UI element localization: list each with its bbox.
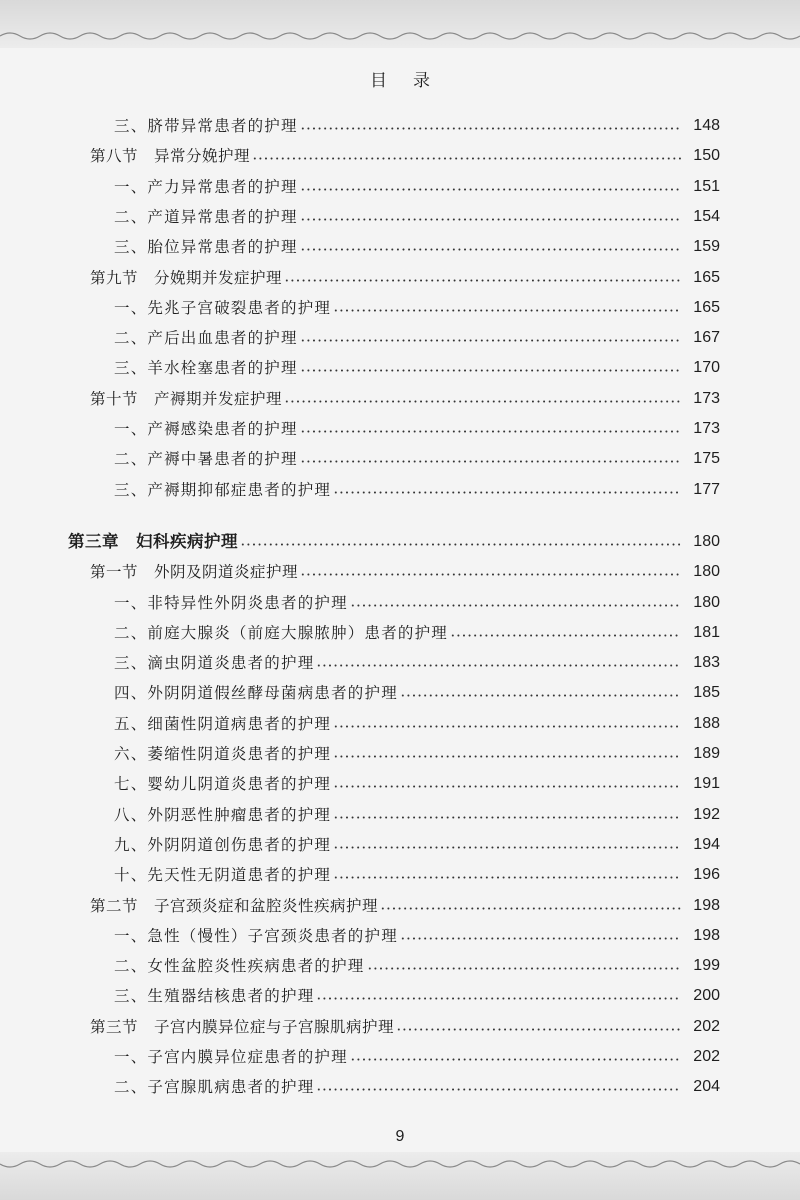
toc-entry-chapter[interactable] (0, 527, 800, 557)
toc-entry-page-number: 198 (693, 896, 720, 914)
toc-entry-title: 三、滴虫阴道炎患者的护理 (114, 654, 315, 673)
toc-leader-dots (300, 430, 681, 433)
toc-entry-item[interactable] (0, 588, 800, 618)
toc-entry-page-number: 192 (693, 805, 720, 823)
toc-leader-dots (333, 846, 681, 849)
toc-entry-item[interactable] (0, 202, 800, 232)
toc-leader-dots (333, 725, 681, 728)
toc-entry-item[interactable] (0, 111, 800, 141)
toc-entry-title: 第十节 产褥期并发症护理 (90, 389, 283, 408)
floral-border-icon (0, 1152, 800, 1200)
toc-leader-dots (333, 755, 681, 758)
toc-leader-dots (316, 997, 681, 1000)
toc-leader-dots (380, 907, 681, 910)
toc-entry-item[interactable] (0, 618, 800, 648)
toc-leader-dots (333, 785, 681, 788)
page-header-title: 目录 (370, 71, 456, 91)
toc-leader-dots (333, 876, 681, 879)
toc-entry-page-number: 177 (693, 480, 720, 498)
toc-entry-page-number: 199 (693, 957, 720, 975)
toc-entry-title: 十、先天性无阴道患者的护理 (114, 866, 332, 885)
toc-leader-dots (300, 248, 681, 251)
toc-entry-page-number: 200 (693, 987, 720, 1005)
toc-leader-dots (400, 937, 681, 940)
toc-entry-title: 一、产力异常患者的护理 (114, 177, 298, 196)
toc-entry-section[interactable] (0, 891, 800, 921)
toc-entry-item[interactable] (0, 293, 800, 323)
toc-entry-page-number: 173 (693, 389, 720, 407)
toc-leader-dots (400, 694, 681, 697)
toc-entry-title: 第二节 子宫颈炎症和盆腔炎性疾病护理 (90, 896, 379, 915)
toc-entry-section[interactable] (0, 141, 800, 171)
toc-leader-dots (300, 460, 681, 463)
toc-leader-dots (300, 339, 681, 342)
toc-entry-item[interactable] (0, 1072, 800, 1102)
toc-entry-title: 一、子宫内膜异位症患者的护理 (114, 1048, 348, 1066)
toc-entry-page-number: 170 (693, 359, 720, 377)
toc-leader-dots (300, 573, 681, 576)
toc-leader-dots (284, 400, 681, 403)
toc-entry-page-number: 194 (693, 835, 720, 853)
toc-entry-title: 二、产道异常患者的护理 (114, 207, 298, 226)
toc-entry-item[interactable] (0, 951, 800, 981)
toc-leader-dots (316, 664, 681, 667)
toc-entry-page-number: 180 (693, 563, 720, 581)
toc-entry-item[interactable] (0, 709, 800, 739)
toc-entry-title: 二、子宫腺肌病患者的护理 (114, 1078, 315, 1097)
toc-entry-page-number: 189 (693, 745, 720, 762)
toc-entry-title: 一、非特异性外阴炎患者的护理 (114, 593, 348, 612)
toc-entry-item[interactable] (0, 769, 800, 799)
toc-leader-dots (316, 1088, 681, 1091)
toc-entry-title: 五、细菌性阴道病患者的护理 (114, 714, 332, 733)
toc-entry-title: 一、产褥感染患者的护理 (114, 420, 298, 438)
toc-entry-item[interactable] (0, 800, 800, 830)
toc-entry-page-number: 202 (693, 1048, 720, 1065)
toc-leader-dots (350, 604, 681, 607)
toc-entry-page-number: 175 (693, 450, 720, 468)
toc-entry-title: 三、生殖器结核患者的护理 (114, 987, 315, 1006)
toc-entry-page-number: 173 (693, 420, 720, 437)
toc-entry-title: 四、外阴阴道假丝酵母菌病患者的护理 (114, 684, 398, 703)
toc-entry-item[interactable] (0, 172, 800, 202)
toc-entry-page-number: 180 (693, 532, 720, 550)
toc-entry-section[interactable] (0, 384, 800, 414)
toc-leader-dots (333, 309, 681, 312)
toc-entry-page-number: 165 (693, 298, 720, 316)
toc-entry-title: 七、婴幼儿阴道炎患者的护理 (114, 775, 332, 794)
toc-entry-title: 一、急性（慢性）子宫颈炎患者的护理 (114, 926, 398, 945)
toc-leader-dots (367, 967, 681, 970)
toc-leader-dots (300, 127, 681, 130)
page-number: 9 (395, 1128, 405, 1145)
toc-entry-section[interactable] (0, 557, 800, 587)
toc-entry-page-number: 181 (693, 623, 720, 641)
toc-entry-title: 三、胎位异常患者的护理 (114, 238, 298, 257)
toc-entry-item[interactable] (0, 830, 800, 860)
toc-entry-page-number: 191 (693, 775, 720, 793)
toc-leader-dots (300, 188, 681, 191)
toc-leader-dots (333, 491, 681, 494)
floral-border-icon (0, 0, 800, 48)
toc-entry-page-number: 185 (693, 684, 720, 702)
toc-entry-item[interactable] (0, 739, 800, 769)
toc-entry-page-number: 180 (693, 593, 720, 611)
toc-entry-item[interactable] (0, 648, 800, 678)
top-floral-border (0, 0, 800, 48)
toc-entry-page-number: 183 (693, 654, 720, 672)
toc-entry-item[interactable] (0, 353, 800, 383)
toc-entry-title: 第三章 妇科疾病护理 (68, 531, 238, 551)
toc-leader-dots (284, 279, 681, 282)
toc-entry-item[interactable] (0, 981, 800, 1011)
toc-entry-item[interactable] (0, 1042, 800, 1072)
toc-entry-page-number: 150 (693, 147, 720, 165)
toc-entry-item[interactable] (0, 414, 800, 444)
toc-entry-page-number: 188 (693, 714, 720, 732)
toc-leader-dots (300, 369, 681, 372)
bottom-floral-border (0, 1152, 800, 1200)
toc-entry-page-number: 196 (693, 866, 720, 884)
toc-entry-title: 二、女性盆腔炎性疾病患者的护理 (114, 957, 365, 976)
toc-entry-title: 二、产后出血患者的护理 (114, 329, 298, 348)
toc-leader-dots (300, 218, 681, 221)
toc-entry-title: 第一节 外阴及阴道炎症护理 (90, 563, 299, 582)
toc-entry-page-number: 148 (693, 117, 720, 134)
toc-entry-section[interactable] (0, 1012, 800, 1042)
toc-entry-item[interactable] (0, 678, 800, 708)
toc-entry-item[interactable] (0, 860, 800, 890)
toc-leader-dots (396, 1028, 681, 1031)
toc-entry-item[interactable] (0, 232, 800, 262)
toc-entry-title: 九、外阴阴道创伤患者的护理 (114, 835, 332, 854)
toc-entry-page-number: 198 (693, 926, 720, 944)
toc-leader-dots (240, 543, 681, 546)
toc-leader-dots (350, 1058, 681, 1061)
toc-entry-page-number: 202 (693, 1017, 720, 1035)
toc-entry-title: 三、产褥期抑郁症患者的护理 (114, 480, 332, 499)
toc-entry-title: 三、羊水栓塞患者的护理 (114, 359, 298, 378)
toc-entry-title: 六、萎缩性阴道炎患者的护理 (114, 745, 332, 763)
toc-entry-page-number: 165 (693, 268, 720, 286)
toc-entry-title: 二、产褥中暑患者的护理 (114, 450, 298, 469)
toc-entry-item[interactable] (0, 475, 800, 505)
toc-entry-item[interactable] (0, 323, 800, 353)
toc-entry-page-number: 151 (693, 177, 720, 195)
toc-entry-section[interactable] (0, 263, 800, 293)
toc-entry-page-number: 167 (693, 329, 720, 347)
toc-entry-page-number: 204 (693, 1078, 720, 1096)
toc-entry-title: 一、先兆子宫破裂患者的护理 (114, 298, 332, 317)
toc-leader-dots (252, 157, 681, 160)
toc-entry-title: 第八节 异常分娩护理 (90, 147, 251, 166)
toc-entry-title: 第三节 子宫内膜异位症与子宫腺肌病护理 (90, 1017, 395, 1036)
toc-entry-page-number: 154 (693, 207, 720, 225)
toc-entry-page-number: 159 (693, 238, 720, 256)
toc-leader-dots (450, 634, 681, 637)
toc-leader-dots (333, 816, 681, 819)
toc-entry-title: 三、脐带异常患者的护理 (114, 117, 298, 135)
toc-entry-item[interactable] (0, 444, 800, 474)
toc-entry-title: 第九节 分娩期并发症护理 (90, 268, 283, 287)
toc-entry-item[interactable] (0, 921, 800, 951)
toc-entry-title: 二、前庭大腺炎（前庭大腺脓肿）患者的护理 (114, 623, 449, 642)
toc-entry-title: 八、外阴恶性肿瘤患者的护理 (114, 805, 332, 824)
